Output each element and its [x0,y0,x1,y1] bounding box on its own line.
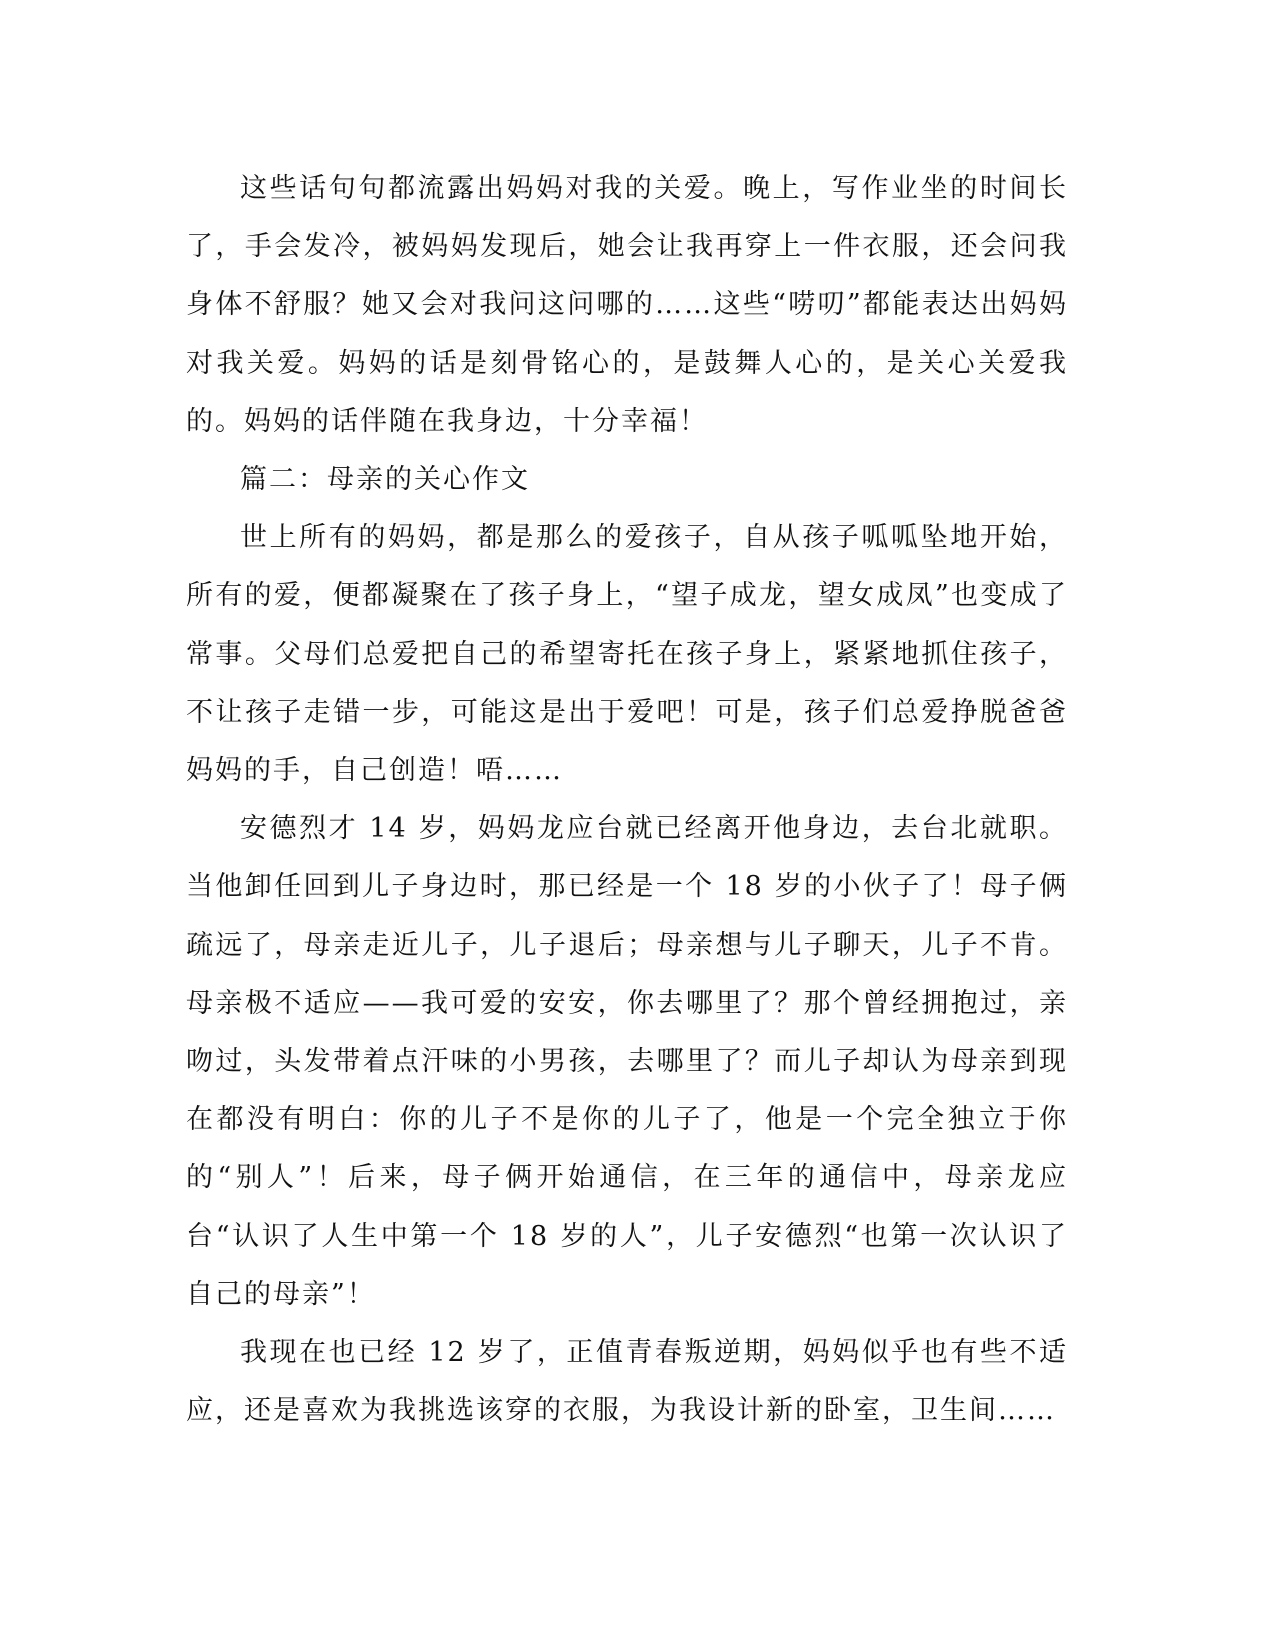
paragraph-1: 这些话句句都流露出妈妈对我的关爱。晚上，写作业坐的时间长了，手会发冷，被妈妈发现后，她会让我再穿上一件衣服，还会问我身体不舒服？她又会对我问这问哪的……这些“唠叨”都能表达出妈妈对我关爱。妈妈的话是刻骨铭心的，是鼓舞人心的，是关心关爱我的。妈妈的话伴随在我身边，十分幸福！ [186,173,1068,437]
paragraph-3: 安德烈才 14 岁，妈妈龙应台就已经离开他身边，去台北就职。当他卸任回到儿子身边时，那已经是一个 18 岁的小伙子了！母子俩疏远了，母亲走近儿子，儿子退后；母亲想与儿子聊天，儿子不肯。母亲极不适应——我可爱的安安，你去哪里了？那个曾经拥抱过，亲吻过，头发带着点汗味的小男孩，去哪里了？而儿子却认为母亲到现在都没有明白：你的儿子不是你的儿子了，他是一个完全独立于你的“别人”！后来，母子俩开始通信，在三年的通信中，母亲龙应台“认识了人生中第一个 18 岁的人”，儿子安德烈“也第一次认识了自己的母亲”！ [186,813,1068,1310]
document-body [186,160,1068,1440]
paragraph-2: 世上所有的妈妈，都是那么的爱孩子，自从孩子呱呱坠地开始，所有的爱，便都凝聚在了孩子身上，“望子成龙，望女成凤”也变成了常事。父母们总爱把自己的希望寄托在孩子身上，紧紧地抓住孩子，不让孩子走错一步，可能这是出于爱吧！可是，孩子们总爱挣脱爸爸妈妈的手，自己创造！唔…… [186,522,1068,787]
paragraph-4: 我现在也已经 12 岁了，正值青春叛逆期，妈妈似乎也有些不适应，还是喜欢为我挑选该穿的衣服，为我设计新的卧室，卫生间…… [186,1337,1068,1427]
section-heading: 篇二：母亲的关心作文 [240,464,530,496]
